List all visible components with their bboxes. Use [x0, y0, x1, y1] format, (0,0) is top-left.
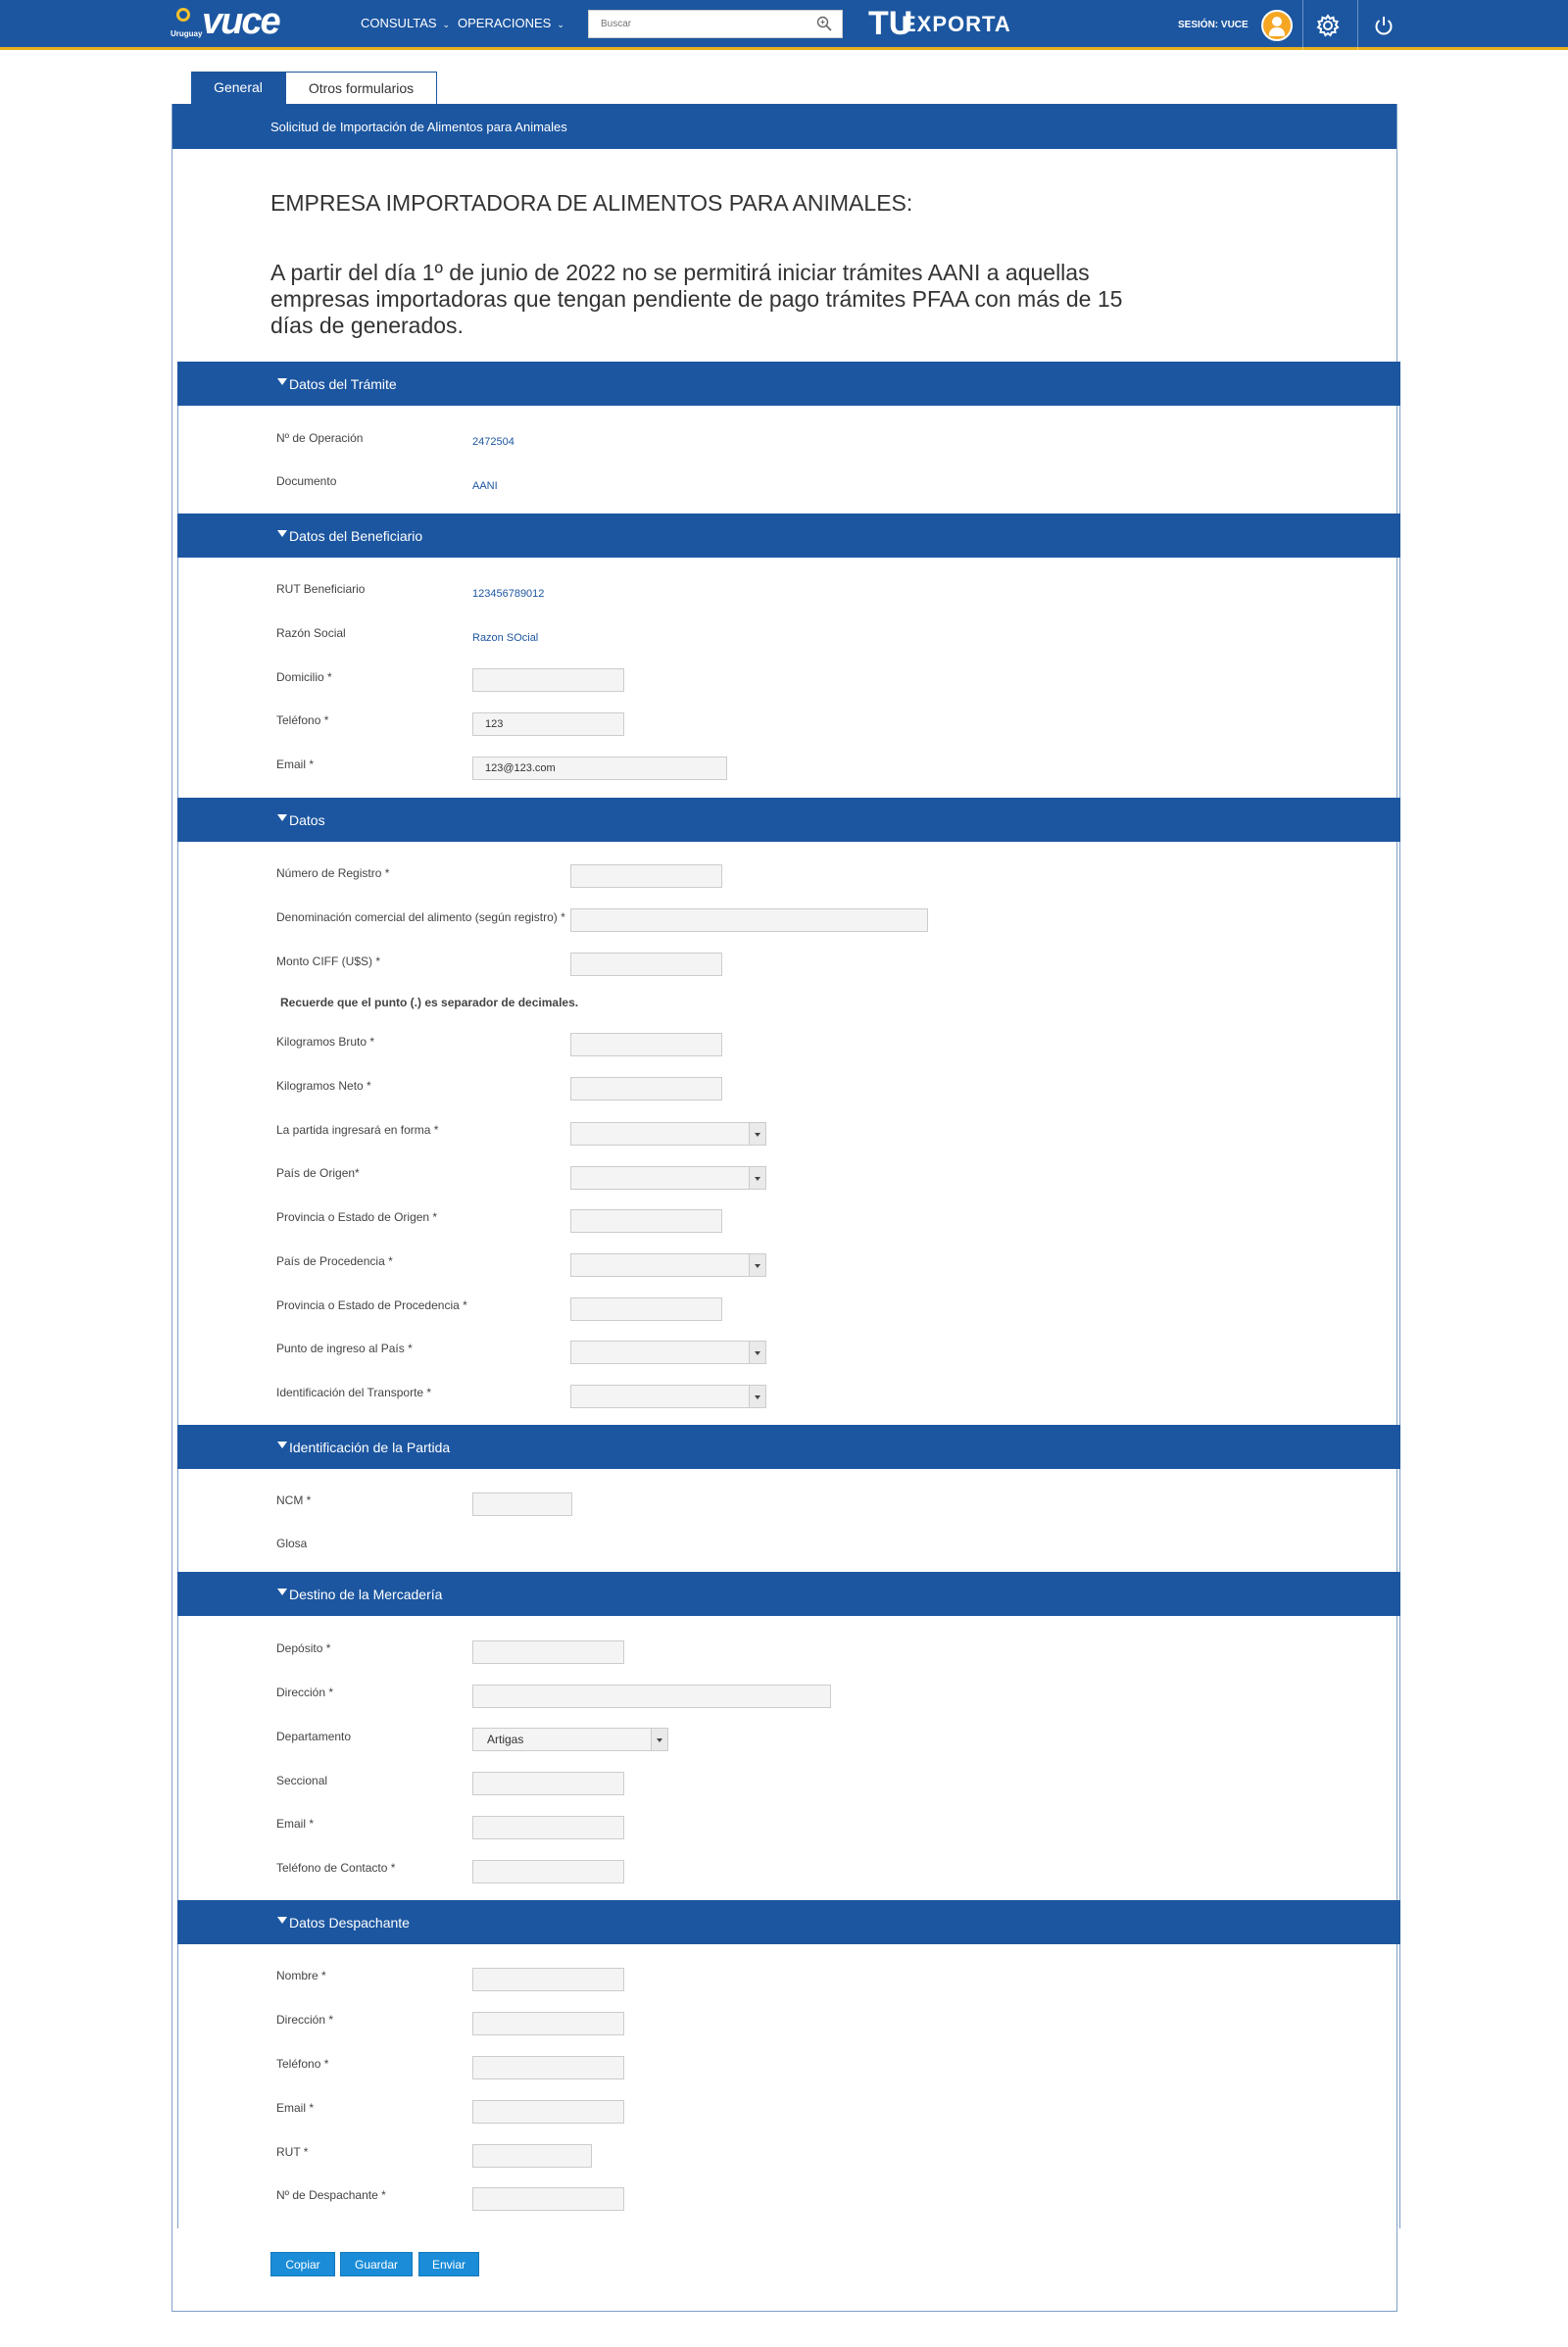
kg-neto-label: Kilogramos Neto * — [276, 1079, 371, 1093]
email-label: Email * — [276, 758, 315, 771]
section-body — [177, 1469, 1400, 1572]
power-icon[interactable] — [1371, 13, 1396, 38]
nav-consultas-label: CONSULTAS — [361, 16, 437, 30]
caret-down-icon — [277, 378, 287, 385]
top-bar — [0, 0, 1568, 50]
logo-text: vuce — [202, 1, 279, 42]
kg-bruto-field[interactable] — [570, 1033, 722, 1056]
seccional-field[interactable] — [472, 1772, 624, 1795]
section-body — [177, 1944, 1400, 2228]
transporte-label: Identificación del Transporte * — [276, 1386, 432, 1399]
copiar-button[interactable]: Copiar — [270, 2252, 335, 2276]
email-despachante-label: Email * — [276, 2101, 315, 2115]
direccion-despachante-label: Dirección * — [276, 2013, 334, 2027]
nav-consultas[interactable] — [361, 16, 450, 30]
section-datos-despachante[interactable] — [177, 1900, 1400, 1944]
chevron-down-icon: ⌄ — [557, 20, 564, 29]
section-datos-tramite[interactable] — [177, 362, 1400, 406]
search-box — [588, 10, 843, 38]
monto-ciff-field[interactable] — [570, 953, 722, 976]
caret-down-icon — [277, 1442, 287, 1448]
departamento-select[interactable] — [472, 1728, 668, 1751]
denominacion-label: Denominación comercial del alimento (según registro) * — [276, 910, 565, 924]
documento-value: AANI — [472, 480, 498, 492]
session-label: SESIÓN: VUCE — [1178, 20, 1249, 30]
section-title: Identificación de la Partida — [289, 1440, 451, 1455]
dropdown-arrow-icon — [749, 1167, 765, 1189]
section-title: Datos — [289, 812, 325, 828]
gear-icon[interactable] — [1315, 13, 1341, 38]
section-body — [177, 1616, 1400, 1900]
avatar[interactable] — [1261, 10, 1293, 41]
rut-beneficiario-label: RUT Beneficiario — [276, 582, 366, 596]
caret-down-icon — [277, 1917, 287, 1924]
section-title: Datos Despachante — [289, 1915, 410, 1931]
dropdown-arrow-icon — [749, 1254, 765, 1276]
operacion-value: 2472504 — [472, 436, 514, 448]
guardar-button[interactable]: Guardar — [340, 2252, 413, 2276]
section-title: Destino de la Mercadería — [289, 1587, 443, 1602]
brand-word: EXPORTA — [902, 12, 1011, 36]
section-body — [177, 406, 1400, 513]
logo-country: Uruguay — [171, 29, 203, 38]
rut-despachante-label: RUT * — [276, 2145, 309, 2159]
direccion-field[interactable] — [472, 1685, 831, 1708]
dropdown-arrow-icon — [749, 1123, 765, 1145]
panel-header — [172, 104, 1396, 149]
numero-registro-field[interactable] — [570, 864, 722, 888]
pais-origen-select[interactable] — [570, 1166, 766, 1190]
rut-despachante-field[interactable] — [472, 2144, 592, 2168]
prov-origen-field[interactable] — [570, 1209, 722, 1233]
forma-label: La partida ingresará en forma * — [276, 1123, 439, 1137]
nombre-despachante-label: Nombre * — [276, 1969, 326, 1982]
search-input[interactable] — [589, 11, 805, 37]
departamento-value: Artigas — [487, 1733, 524, 1746]
caret-down-icon — [277, 1589, 287, 1595]
telefono-despachante-field[interactable] — [472, 2056, 624, 2079]
numero-despachante-label: Nº de Despachante * — [276, 2188, 386, 2202]
dropdown-arrow-icon — [651, 1729, 667, 1750]
transporte-select[interactable] — [570, 1385, 766, 1408]
notice-title: EMPRESA IMPORTADORA DE ALIMENTOS PARA ANIMALES: — [270, 190, 913, 216]
razon-social-value: Razon SOcial — [472, 632, 539, 644]
ncm-label: NCM * — [276, 1493, 312, 1507]
deposito-field[interactable] — [472, 1640, 624, 1664]
punto-ingreso-select[interactable] — [570, 1341, 766, 1364]
email-despachante-field[interactable] — [472, 2100, 624, 2124]
section-datos-beneficiario[interactable] — [177, 513, 1400, 558]
enviar-button[interactable]: Enviar — [418, 2252, 479, 2276]
kg-bruto-label: Kilogramos Bruto * — [276, 1035, 375, 1049]
email-field[interactable] — [472, 757, 727, 780]
caret-down-icon — [277, 530, 287, 537]
kg-neto-field[interactable] — [570, 1077, 722, 1100]
nav-operaciones-label: OPERACIONES — [458, 16, 552, 30]
nombre-despachante-field[interactable] — [472, 1968, 624, 1991]
pais-procedencia-label: País de Procedencia * — [276, 1254, 393, 1268]
pais-procedencia-select[interactable] — [570, 1253, 766, 1277]
nav-operaciones[interactable] — [458, 16, 564, 30]
prov-origen-label: Provincia o Estado de Origen * — [276, 1210, 438, 1224]
telefono-label: Teléfono * — [276, 713, 329, 727]
glosa-label: Glosa — [276, 1537, 308, 1550]
direccion-label: Dirección * — [276, 1686, 334, 1699]
email-destino-label: Email * — [276, 1817, 315, 1831]
numero-registro-label: Número de Registro * — [276, 866, 390, 880]
divider — [1357, 0, 1358, 50]
sun-icon — [176, 8, 190, 22]
denominacion-field[interactable] — [570, 908, 928, 932]
telefono-contacto-field[interactable] — [472, 1860, 624, 1883]
razon-social-label: Razón Social — [276, 626, 346, 640]
panel-title: Solicitud de Importación de Alimentos para Animales — [270, 120, 567, 134]
decimal-note: Recuerde que el punto (.) es separador de decimales. — [280, 996, 579, 1009]
prov-procedencia-label: Provincia o Estado de Procedencia * — [276, 1298, 467, 1312]
section-title: Datos del Trámite — [289, 376, 397, 392]
operacion-label: Nº de Operación — [276, 431, 364, 445]
search-icon[interactable] — [816, 16, 832, 31]
telefono-field[interactable] — [472, 712, 624, 736]
telefono-despachante-label: Teléfono * — [276, 2057, 329, 2071]
caret-down-icon — [277, 814, 287, 821]
section-datos[interactable] — [177, 798, 1400, 842]
divider — [1302, 0, 1303, 50]
domicilio-label: Domicilio * — [276, 670, 332, 684]
rut-beneficiario-value: 123456789012 — [472, 588, 545, 600]
pais-origen-label: País de Origen* — [276, 1166, 360, 1180]
chevron-down-icon: ⌄ — [442, 20, 451, 29]
vuce-logo[interactable] — [171, 1, 308, 45]
tab-otros-formularios[interactable]: Otros formularios — [285, 72, 437, 104]
tab-general[interactable]: General — [191, 72, 285, 104]
telefono-contacto-label: Teléfono de Contacto * — [276, 1861, 396, 1875]
brand-tu: TU — [868, 5, 913, 42]
documento-label: Documento — [276, 474, 337, 488]
departamento-label: Departamento — [276, 1730, 352, 1743]
section-destino-mercaderia[interactable] — [177, 1572, 1400, 1616]
email-destino-field[interactable] — [472, 1816, 624, 1839]
deposito-label: Depósito * — [276, 1641, 331, 1655]
section-title: Datos del Beneficiario — [289, 528, 423, 544]
notice-text: A partir del día 1º de junio de 2022 no se permitirá iniciar trámites AANI a aquellas empresas importadoras que tengan pendiente de pago trámites PFAA con más de 15 días de generados. — [270, 260, 1123, 338]
section-identificacion-partida[interactable] — [177, 1425, 1400, 1469]
punto-ingreso-label: Punto de ingreso al País * — [276, 1342, 413, 1355]
ncm-field[interactable] — [472, 1492, 572, 1516]
numero-despachante-field[interactable] — [472, 2187, 624, 2211]
monto-ciff-label: Monto CIFF (U$S) * — [276, 954, 381, 968]
forma-select[interactable] — [570, 1122, 766, 1146]
dropdown-arrow-icon — [749, 1386, 765, 1407]
prov-procedencia-field[interactable] — [570, 1297, 722, 1321]
domicilio-field[interactable] — [472, 668, 624, 692]
direccion-despachante-field[interactable] — [472, 2012, 624, 2035]
dropdown-arrow-icon — [749, 1342, 765, 1363]
seccional-label: Seccional — [276, 1774, 328, 1787]
